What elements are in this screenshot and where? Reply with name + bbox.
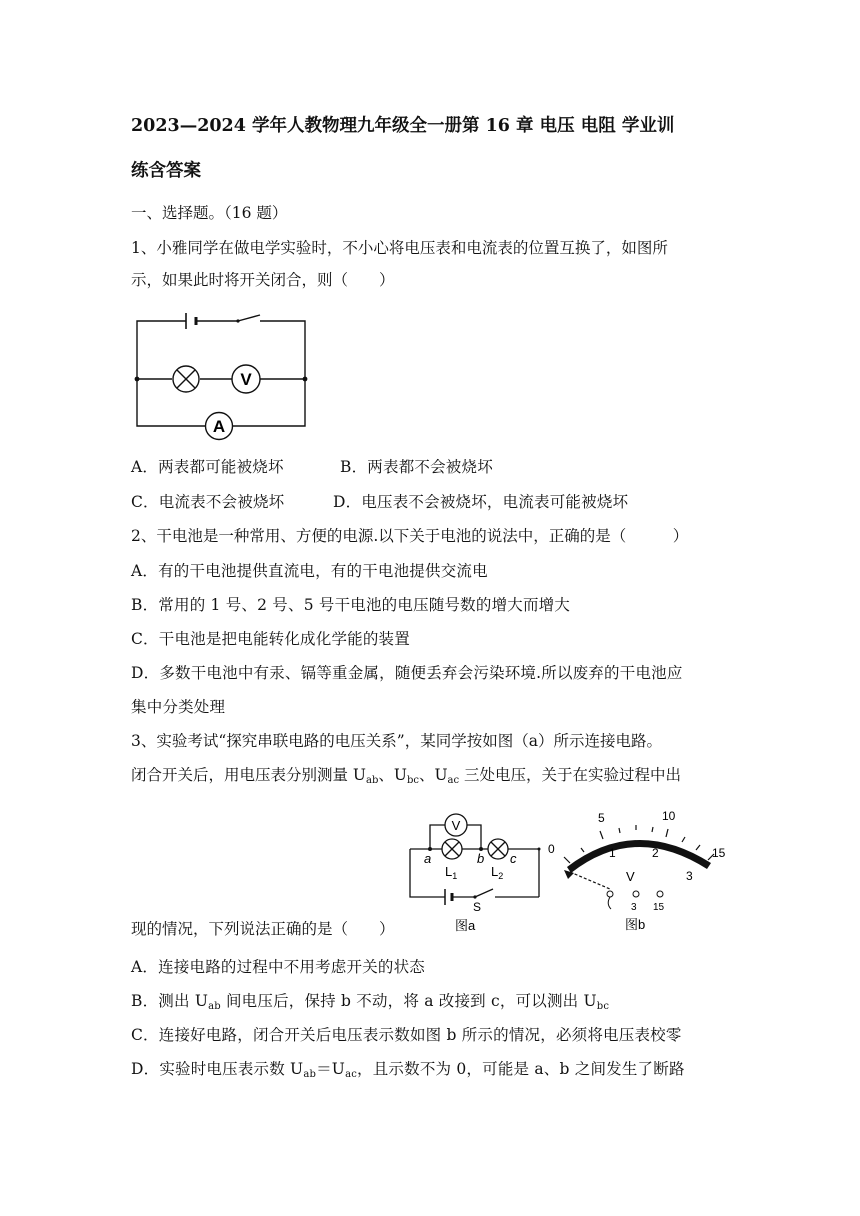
section-heading: 一、选择题。（16 题） <box>131 204 288 222</box>
q1-circuit-diagram <box>128 300 318 445</box>
q3-stem-line-1: 3、实验考试“探究串联电路的电压关系”，某同学按如图（a）所示连接电路。 <box>131 732 662 750</box>
q2-stem: 2、干电池是一种常用、方便的电源.以下关于电池的说法中，正确的是（ ） <box>131 527 689 545</box>
q3-dial-inner-3: 3 <box>686 869 693 883</box>
q3-dial-outer-5: 5 <box>598 811 605 825</box>
q1-stem-line-2: 示，如果此时将开关闭合，则（ ） <box>131 271 395 289</box>
q3-figure-a-caption: 图a <box>455 918 476 933</box>
q2-option-b: B．常用的 1 号、2 号、5 号干电池的电压随号数的增大而增大 <box>131 596 571 614</box>
q1-option-d: D．电压表不会被烧坏，电流表可能被烧坏 <box>333 493 629 511</box>
q1-option-b: B．两表都不会被烧坏 <box>340 458 493 476</box>
q1-option-c: C．电流表不会被烧坏 <box>131 493 285 511</box>
q2-option-d-line-1: D．多数干电池中有汞、镉等重金属，随便丢弃会污染环境.所以废弃的干电池应 <box>131 664 683 682</box>
q3-figure-a-voltmeter-label: V <box>451 818 461 833</box>
q3-lamp-2-label: $L_2$ <box>491 864 504 881</box>
q3-point-b: b <box>477 851 485 866</box>
q3-dial-inner-2: 2 <box>652 846 659 860</box>
q3-pointer <box>570 872 610 889</box>
document-title-line-1: 2023—2024 学年人教物理九年级全一册第 16 章 电压 电阻 学业训 <box>131 116 675 136</box>
q2-option-c: C．干电池是把电能转化成化学能的装置 <box>131 630 410 648</box>
q3-option-d: D．实验时电压表示数 $U_{ab}=U_{ac}$，且示数不为 0，可能是 a、b 之间发生了断路 <box>131 1060 685 1080</box>
q3-terminal-3: 3 <box>631 902 637 913</box>
q3-figure-b-voltmeter-dial <box>540 805 740 940</box>
q3-stem-line-3: 现的情况，下列说法正确的是（ ） <box>131 920 395 938</box>
q1-stem-line-1: 1、小雅同学在做电学实验时，不小心将电压表和电流表的位置互换了，如图所 <box>131 239 668 257</box>
q3-point-a: a <box>424 851 432 866</box>
q3-option-c: C．连接好电路，闭合开关后电压表示数如图 b 所示的情况，必须将电压表校零 <box>131 1026 682 1044</box>
q1-option-a: A．两表都可能被烧坏 <box>131 458 284 476</box>
document-title-line-2: 练含答案 <box>131 161 201 181</box>
q2-option-d-line-2: 集中分类处理 <box>131 698 226 716</box>
q2-option-a: A．有的干电池提供直流电，有的干电池提供交流电 <box>131 562 488 580</box>
q1-voltmeter-label: V <box>240 370 252 389</box>
q3-stem-line-2: 闭合开关后，用电压表分别测量 $U_{ab}$、$U_{bc}$、$U_{ac}$ 三处电压，关于在实验过程中出 <box>131 766 682 786</box>
q1-ammeter-label: A <box>212 417 226 436</box>
q3-lamp-1-label: $L_1$ <box>445 864 458 881</box>
q3-dial-unit: V <box>626 869 635 884</box>
q3-figure-b-caption: 图b <box>625 917 646 932</box>
q3-figure-a-circuit <box>405 797 545 937</box>
q3-option-a: A．连接电路的过程中不用考虑开关的状态 <box>131 958 425 976</box>
q3-dial-outer-10: 10 <box>662 809 676 823</box>
q3-point-c: c <box>510 851 517 866</box>
q3-option-b: B．测出 $U_{ab}$ 间电压后，保持 b 不动，将 a 改接到 c，可以测出 $U_{bc}$ <box>131 992 610 1012</box>
q3-switch-label: S <box>473 900 482 914</box>
q3-dial-outer-0: 0 <box>548 842 555 856</box>
q3-dial-outer-15: 15 <box>712 846 726 860</box>
q3-dial-inner-1: 1 <box>609 846 616 860</box>
q3-terminal-15: 15 <box>653 902 665 913</box>
